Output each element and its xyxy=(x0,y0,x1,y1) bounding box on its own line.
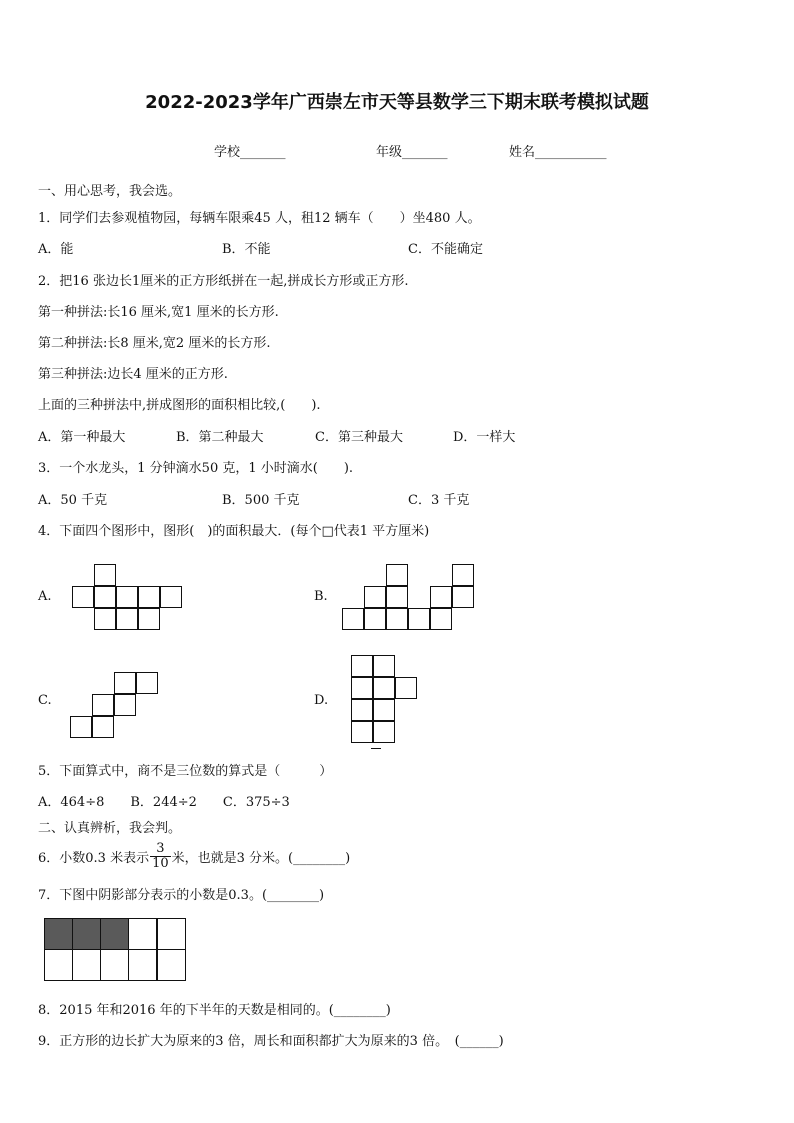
fraction-numerator: 3 xyxy=(150,842,171,857)
question-3: 3．一个水龙头，1 分钟滴水50 克，1 小时滴水( ). xyxy=(38,461,354,476)
name-field: 姓名___________ xyxy=(509,145,607,160)
q2-option-d: D．一样大 xyxy=(453,430,516,445)
question-2: 2．把16 张边长1厘米的正方形纸拼在一起,拼成长方形或正方形. xyxy=(38,274,409,289)
section-1-heading: 一、用心思考，我会选。 xyxy=(38,184,182,199)
q4-label-b: B. xyxy=(314,589,328,604)
q2-option-b: B．第二种最大 xyxy=(176,430,264,445)
q4-label-c: C. xyxy=(38,693,52,708)
question-9: 9．正方形的边长扩大为原来的3 倍，周长和面积都扩大为原来的3 倍。 (______) xyxy=(38,1034,504,1049)
q6-prefix: 6．小数0.3 米表示 xyxy=(38,850,150,866)
question-4: 4．下面四个图形中，图形( )的面积最大．(每个□代表1 平方厘米) xyxy=(38,524,430,539)
question-6 xyxy=(38,838,350,874)
q3-option-c: C．3 千克 xyxy=(408,493,470,508)
q1-option-a: A．能 xyxy=(38,242,74,257)
q2-line-2: 第二种拼法:长8 厘米,宽2 厘米的长方形. xyxy=(38,336,271,351)
q3-option-a: A．50 千克 xyxy=(38,493,108,508)
grade-field: 年级_______ xyxy=(376,145,448,160)
fraction xyxy=(150,842,171,871)
question-5: 5．下面算式中，商不是三位数的算式是（ ） xyxy=(38,764,333,779)
q2-line-4: 上面的三种拼法中,拼成图形的面积相比较,( ). xyxy=(38,398,321,413)
section-2-heading: 二、认真辨析，我会判。 xyxy=(38,821,182,836)
q6-suffix: 米，也就是3 分米。(________) xyxy=(171,850,351,866)
q2-line-3: 第三种拼法:边长4 厘米的正方形. xyxy=(38,367,228,382)
q5-options: A．464÷8 B．244÷2 C．375÷3 xyxy=(38,795,290,810)
q1-option-c: C．不能确定 xyxy=(408,242,483,257)
fraction-denominator: 10 xyxy=(152,855,169,871)
q4-label-a: A. xyxy=(38,589,52,604)
q2-option-c: C．第三种最大 xyxy=(315,430,403,445)
question-8: 8．2015 年和2016 年的下半年的天数是相同的。(________) xyxy=(38,1003,391,1018)
q3-option-b: B．500 千克 xyxy=(222,493,300,508)
q2-option-a: A．第一种最大 xyxy=(38,430,126,445)
q1-option-b: B．不能 xyxy=(222,242,271,257)
q4-label-d: D. xyxy=(314,693,329,708)
page-title: 2022-2023学年广西崇左市天等县数学三下期末联考模拟试题 xyxy=(145,92,649,113)
question-7: 7．下图中阴影部分表示的小数是0.3。(________) xyxy=(38,888,325,903)
q2-line-1: 第一种拼法:长16 厘米,宽1 厘米的长方形. xyxy=(38,305,279,320)
question-1: 1．同学们去参观植物园，每辆车限乘45 人，租12 辆车（ ）坐480 人。 xyxy=(38,211,481,226)
school-field: 学校_______ xyxy=(214,145,286,160)
